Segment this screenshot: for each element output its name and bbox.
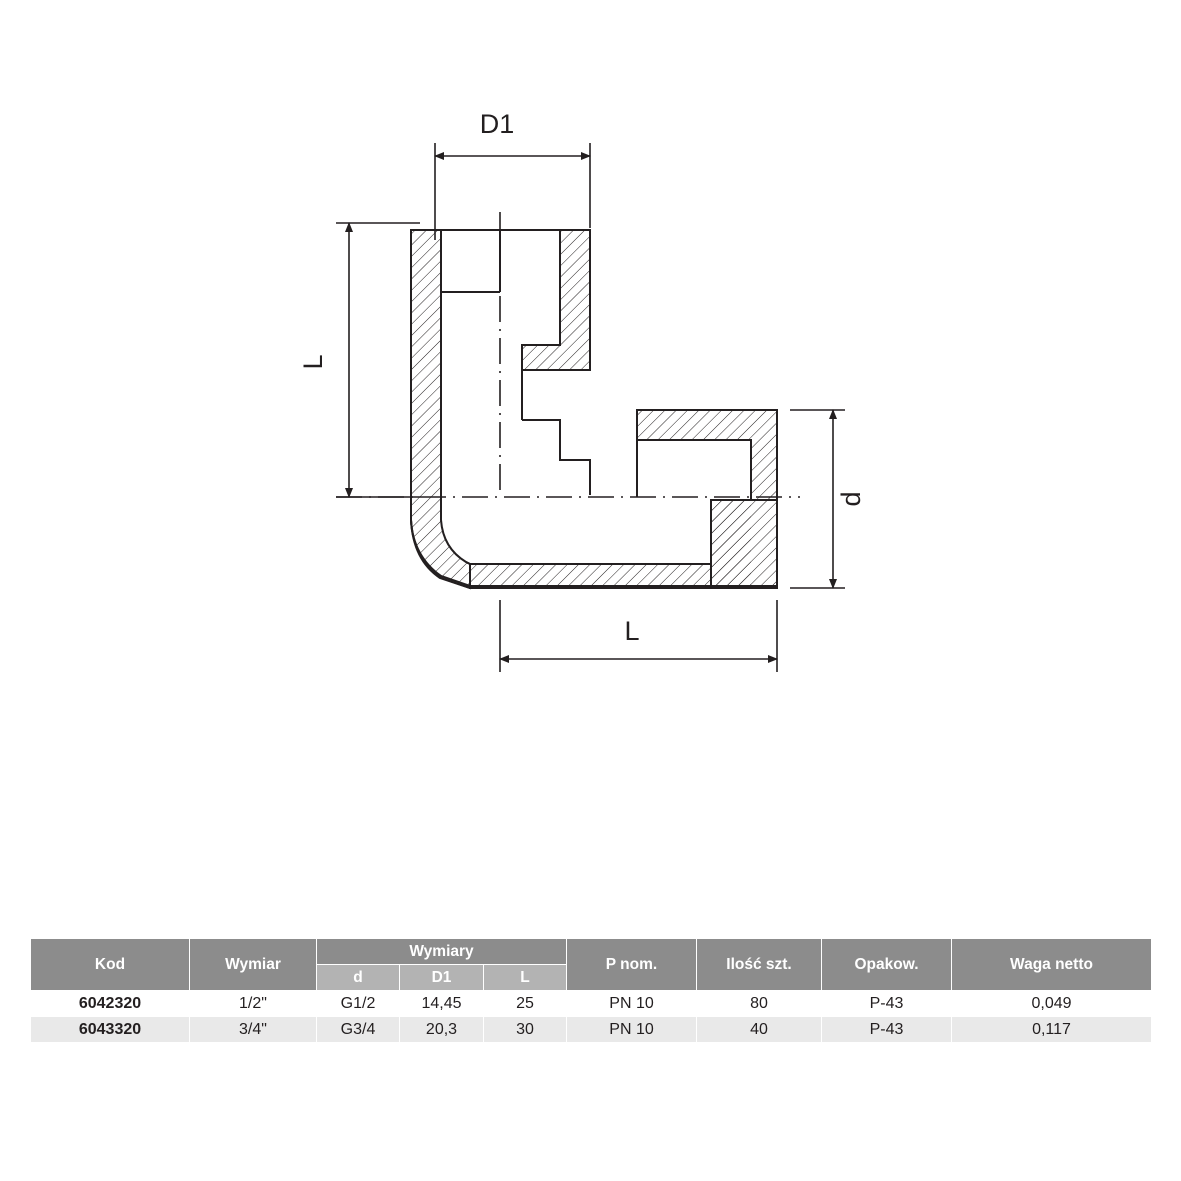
- header-d: d: [317, 965, 400, 991]
- cell-d1: 14,45: [400, 991, 484, 1017]
- cell-opakow: P-43: [822, 1017, 952, 1043]
- header-kod: Kod: [31, 939, 190, 991]
- header-waga: Waga netto: [952, 939, 1152, 991]
- dimension-label-l-horizontal: L: [624, 616, 640, 646]
- cell-p-nom: PN 10: [567, 1017, 697, 1043]
- cell-kod: 6043320: [31, 1017, 190, 1043]
- inner-bore-lines: [441, 230, 751, 564]
- table-row: [31, 1017, 1152, 1043]
- header-l: L: [484, 965, 567, 991]
- header-wymiary-group: Wymiary: [317, 939, 567, 965]
- section-hatching: [411, 230, 777, 588]
- dimension-l-vertical: [336, 223, 420, 497]
- cell-d: G1/2: [317, 991, 400, 1017]
- header-opakow: Opakow.: [822, 939, 952, 991]
- cell-l: 30: [484, 1017, 567, 1043]
- cell-p-nom: PN 10: [567, 991, 697, 1017]
- cell-ilosc: 80: [697, 991, 822, 1017]
- dimension-d1: [435, 143, 590, 240]
- header-wymiar: Wymiar: [190, 939, 317, 991]
- cell-wymiar: 3/4": [190, 1017, 317, 1043]
- table-header-row-1: [31, 939, 1152, 965]
- cell-opakow: P-43: [822, 991, 952, 1017]
- dimension-label-d: d: [836, 491, 866, 507]
- header-p-nom: P nom.: [567, 939, 697, 991]
- cell-d1: 20,3: [400, 1017, 484, 1043]
- header-d1: D1: [400, 965, 484, 991]
- cell-waga: 0,049: [952, 991, 1152, 1017]
- table-row: [31, 991, 1152, 1017]
- cell-l: 25: [484, 991, 567, 1017]
- specification-table: [30, 938, 1152, 1043]
- cell-waga: 0,117: [952, 1017, 1152, 1043]
- cell-kod: 6042320: [31, 991, 190, 1017]
- specification-table-wrapper: [30, 938, 1151, 1043]
- dimension-label-l-vertical: L: [298, 354, 328, 370]
- cell-ilosc: 40: [697, 1017, 822, 1043]
- cell-d: G3/4: [317, 1017, 400, 1043]
- cell-wymiar: 1/2": [190, 991, 317, 1017]
- dimension-label-d1: D1: [479, 109, 515, 139]
- header-ilosc: Ilość szt.: [697, 939, 822, 991]
